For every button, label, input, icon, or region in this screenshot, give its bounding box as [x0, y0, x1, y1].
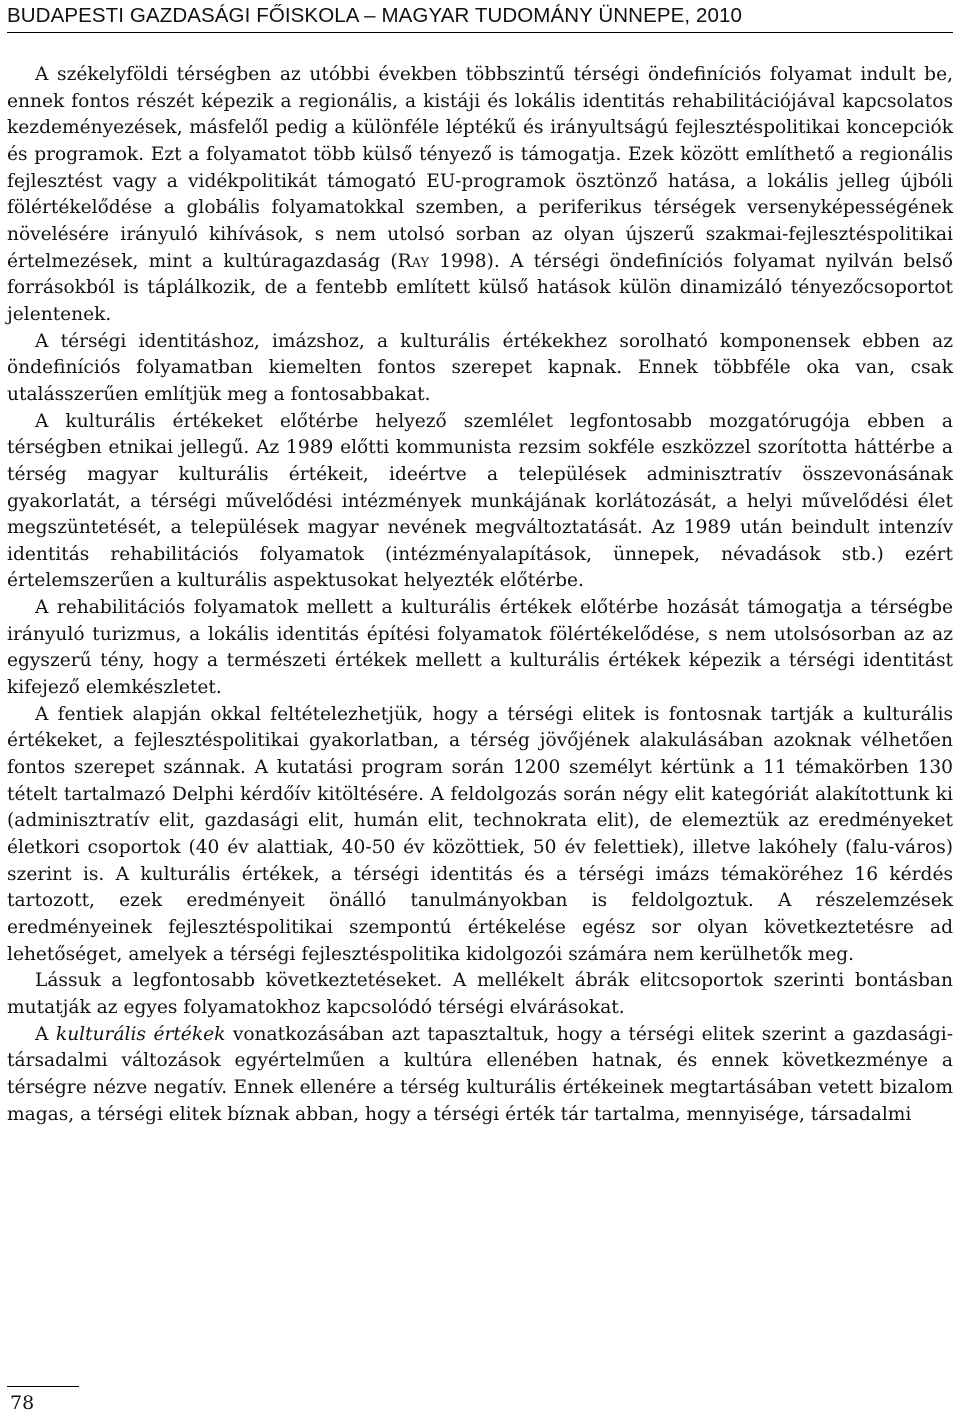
article-body — [7, 62, 953, 1128]
paragraph-6: Lássuk a legfontosabb következtetéseket. A mellékelt ábrák elitcsoportok szerinti bontásban mutatják az egyes folyamatokhoz kapcsolódó térségi elvárásokat. — [7, 970, 953, 1018]
paragraph-2: A térségi identitáshoz, imázshoz, a kulturális értékekhez sorolható komponensek ebben az öndefiníciós folyamatban kiemelten fontos szerepet kapnak. Ennek többféle oka van, csak utalásszerűen említjük meg a fontosabbakat. — [7, 330, 953, 405]
paragraph-1 — [7, 62, 953, 329]
running-header: BUDAPESTI GAZDASÁGI FŐISKOLA – MAGYAR TUDOMÁNY ÜNNEPE, 2010 — [7, 4, 953, 33]
paragraph-7-lead: A — [35, 1023, 56, 1045]
paragraph-7-rest: vonatkozásában azt tapasztaltuk, hogy a térségi elitek szerint a gazdasági-társadalmi változások egyértelműen a kultúra ellenében hatnak, és ennek következménye a térségre nézve negatív. Ennek ellenére a térség kulturális értékeinek megtartásában vetett bizalom magas, a térségi elitek bíznak abban, hogy a térségi érték tár tartalma, mennyisége, társadalmi — [7, 1023, 953, 1125]
page-number: 78 — [10, 1392, 35, 1414]
paragraph-4: A rehabilitációs folyamatok mellett a kulturális értékek előtérbe hozását támogatja a térségbe irányuló turizmus, a lokális identitás építési folyamatok fölértékelődése, s nem utolsósorban az az egyszerű tény, hogy a természeti értékek mellett a kulturális értékek képezik a térségi identitást kifejező elemkészletet. — [7, 597, 953, 699]
emphasis-kulturalis-ertekek: kulturális értékek — [55, 1023, 226, 1045]
paragraph-3: A kulturális értékeket előtérbe helyező szemlélet legfontosabb mozgatórugója ebben a térségben etnikai jellegű. Az 1989 előtti kommunista rezsim sokféle eszközzel szorította háttérbe a térség magyar kulturális értékeit, ideértve a települések adminisztratív összevonásának gyakorlatát, a térségi művelődési intézmények munkájának korlátozását, a helyi művelődési élet megszüntetését, a települések magyar nevének megváltoztatását. Az 1989 után beindult intenzív identitás rehabilitációs folyamatok (intézményalapítások, ünnepek, névadások stb.) ezért értelemszerűen a kulturális aspektusokat helyezték előtérbe. — [7, 410, 953, 592]
citation-author: Ray — [397, 250, 430, 272]
paragraph-5: A fentiek alapján okkal feltételezhetjük, hogy a térségi elitek is fontosnak tartják a kulturális értékeket, a fejlesztéspolitikai gyakorlatban, a térség jövőjének alakulásában azoknak vélhetően fontos szerepet szánnak. A kutatási program során 1200 személyt kértünk a 11 témakörben 130 tételt tartalmazó Delphi kérdőív kitöltésére. A feldolgozás során négy elit kategóriát alakítottunk ki (adminisztratív elit, gazdasági elit, humán elit, technokrata elit), de elemeztük az eredményeket életkori csoportok (40 év alattiak, 40-50 év közöttiek, 50 év felettiek), illetve lakóhely (falu-város) szerint is. A kulturális értékek, a térségi identitás és a térségi imázs témaköréhez 16 kérdés tartozott, ezek eredményeit önálló tanulmányokban is feldolgoztuk. A részelemzések eredményeinek fejlesztéspolitikai szempontú értékelése egész sor olyan következtetésre ad lehetőséget, amelyek a térségi fejlesztéspolitika kidolgozói számára nem kerülhetők meg. — [7, 703, 953, 965]
paragraph-1-text-a: A székelyföldi térségben az utóbbi években többszintű térségi öndefiníciós folyamat indult be, ennek fontos részét képezik a regionális, a kistáji és lokális identitás rehabilitációjával kapcsolatos kezdeményezések, másfelől pedig a különféle léptékű és irányultságú fejlesztéspolitikai koncepciók és programok. Ezt a folyamatot több külső tényező is támogatja. Ezek között említhető a regionális fejlesztést vagy a vidékpolitikát támogató EU-programok ösztönző hatása, a lokális jelleg újbóli fölértékelődése a globális folyamatokkal szemben, a periferikus térségek versenyképességének növelésére irányuló kihívások, s nem utolsó sorban az olyan újszerű szakmai-fejlesztéspolitikai értelmezések, mint a kultúragazdaság ( — [7, 64, 953, 272]
paragraph-1-text-b: 1998). A térségi öndefiníciós folyamat nyilván belső forrásokból is táplálkozik, de a fentebb említett külső hatások külön dinamizáló tényezőcsoportot jelentenek. — [7, 250, 953, 325]
paragraph-7 — [7, 1022, 953, 1129]
footer-rule — [7, 1386, 79, 1387]
